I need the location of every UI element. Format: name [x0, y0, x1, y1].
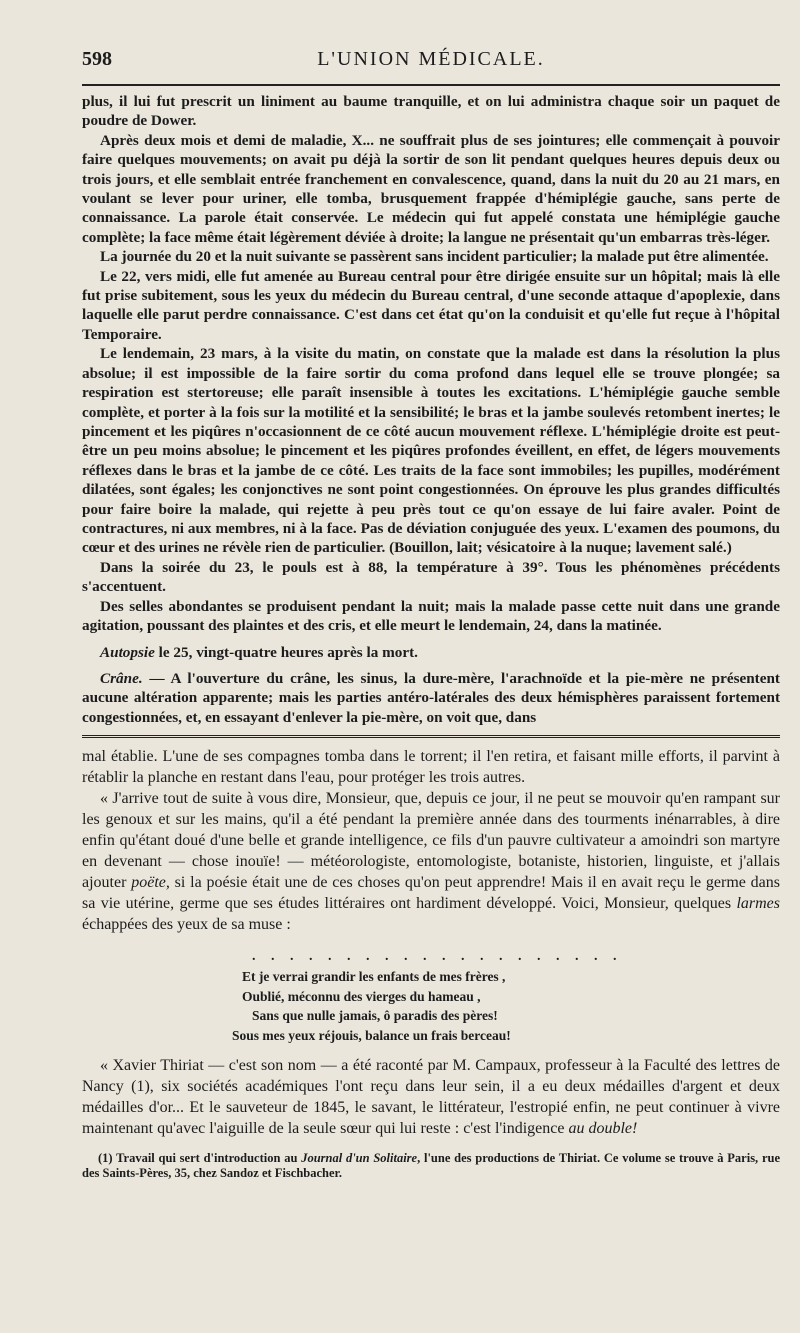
autopsy-label: Autopsie — [100, 644, 155, 662]
ellipsis-dots: . . . . . . . . . . . . . . . . . . . . — [252, 949, 623, 964]
poem-line: Et je verrai grandir les enfants de mes frères , — [242, 969, 506, 984]
crane-paragraph: Crâne. — A l'ouverture du crâne, les sinus, la dure-mère, l'arachnoïde et la pie-mère ne présentent aucune altération apparente; mais les parties antéro-latérales des deux hémisphères paraissent fortement congestionnées, et, en essayant d'enlever la pie-mère, on voit que, dans — [82, 669, 780, 726]
poem — [232, 967, 780, 1045]
paragraph: Après deux mois et demi de maladie, X... ne souffrait plus de ses jointures; elle commençait à pouvoir faire quelques mouvements; on avait pu déjà la sortir de son lit pendant quelques heures depuis deux ou trois jours, et elle semblait entrée franchement en convalescence, quand, dans la nuit du 20 au 21 mars, en voulant se lever pour uriner, elle tomba, brusquement frappée d'hémiplégie gauche, sans perte de connaissance. La parole était conservée. Le médecin qui fut appelé constata une hémiplégie gauche complète; la face même était légèrement déviée à droite; la langue ne présentait qu'un embarras très-léger. — [82, 131, 780, 246]
paragraph: « J'arrive tout de suite à vous dire, Monsieur, que, depuis ce jour, il ne peut se mouvoir qu'en rampant sur les genoux et sur les mains, qu'il a été pendant la première année dans des tourments inénarrables, à dire enfin qu'étant doué d'une belle et grande intelligence, ce fils d'un pauvre cultivateur a amoindri son martyre en devenant — chose inouïe! — météorologiste, entomologiste, botaniste, historien, linguiste, et j'allais ajouter poëte, si la poésie était une de ces choses qu'on peut apprendre! Mais il en avait reçu le germe dans sa vie utérine, germe que ses études littéraires ont hardiment développé. Voici, Monsieur, quelques larmes échappées des yeux de sa muse : — [82, 790, 781, 933]
journal-title: L'UNION MÉDICALE. — [317, 48, 545, 70]
crane-label: Crâne. — [100, 669, 143, 687]
poem-line: Sous mes yeux réjouis, balance un frais berceau! — [232, 1027, 511, 1043]
autopsy-paragraph: Autopsie le 25, vingt-quatre heures après la mort. — [100, 644, 418, 662]
running-header — [82, 44, 780, 84]
paragraph: « Xavier Thiriat — c'est son nom — a été raconté par M. Campaux, professeur à la Faculté des lettres de Nancy (1), six sociétés académiques l'ont reçu dans leur sein, il a eu deux médailles d'argent et deux médailles d'or... Et le sauveteur de 1845, le savant, le littérateur, l'estropié enfin, ne peut continuer à vivre maintenant qu'avec l'aiguille de la seule sœur qui lui reste : c'est l'indigence au double! — [82, 1057, 780, 1137]
page-number: 598 — [82, 48, 112, 70]
clinical-article — [82, 92, 780, 727]
header-rule — [82, 84, 780, 86]
paragraph: mal établie. L'une de ses compagnes tomba dans le torrent; il l'en retira, et faisant mille efforts, il parvint à rétablir la planche en restant dans l'eau, pour protéger les trois autres. — [82, 748, 780, 786]
feuilleton-divider — [82, 735, 780, 738]
paragraph: Dans la soirée du 23, le pouls est à 88, la température à 39°. Tous les phénomènes précédents s'accentuent. — [82, 558, 780, 596]
paragraph: Des selles abondantes se produisent pendant la nuit; mais la malade passe cette nuit dans une grande agitation, poussant des plaintes et des cris, et elle meurt le lendemain, 24, dans la matinée. — [82, 597, 780, 634]
paragraph: La journée du 20 et la nuit suivante se passèrent sans incident particulier; la malade put être alimentée. — [100, 248, 769, 266]
poem-line: Sans que nulle jamais, ô paradis des pères! — [252, 1008, 498, 1023]
paragraph: Le 22, vers midi, elle fut amenée au Bureau central pour être dirigée ensuite sur un hôpital; mais là elle fut prise subitement, sous les yeux du médecin du Bureau central, d'une seconde attaque d'apoplexie, dans laquelle elle parut perdre connaissance. C'est dans cet état qu'on la conduisit et qu'elle fut reçue à l'hôpital Temporaire. — [82, 267, 780, 343]
paragraph: Le lendemain, 23 mars, à la visite du matin, on constate que la malade est dans la résolution la plus absolue; il est impossible de la faire sortir du coma profond dans lequel elle se trouve plongée; sa respiration est stertoreuse; elle paraît insensible à toutes les excitations. L'hémiplégie gauche semble complète, et porter à la fois sur la motilité et la sensibilité; le bras et la jambe soulevés retombent inertes; le pincement et les piqûres n'occasionnent de ce côté aucun mouvement réflexe. L'hémiplégie droite est peut-être un peu moins absolue; le pincement et les piqûres profondes éveillent, en effet, de légers mouvements réflexes dans le bras et la jambe de ce côté. Les traits de la face sont immobiles; les pupilles, modérément dilatées, sont égales; les conjonctives ne sont point congestionnées. On éprouve les plus grandes difficultés pour faire boire la malade, qui rejette à peu près tout ce qu'on essaye de lui faire avaler. Point de contractures, ni aux membres, ni à la face. Pas de déviation conjuguée des yeux. L'examen des poumons, du cœur et des urines ne révèle rien de particulier. (Bouillon, lait; vésicatoire à la nuque; lavement salé.) — [82, 345, 780, 557]
footnote: (1) Travail qui sert d'introduction au Journal d'un Solitaire, l'une des productions de Thiriat. Ce volume se trouve à Paris, rue des Saints-Pères, 35, chez Sandoz et Fischbacher. — [82, 1151, 780, 1180]
paragraph: plus, il lui fut prescrit un liniment au baume tranquille, et on lui administra chaque soir un paquet de poudre de Dower. — [82, 93, 780, 130]
feuilleton — [82, 746, 780, 1181]
poem-line: Oublié, méconnu des vierges du hameau , — [242, 988, 481, 1004]
